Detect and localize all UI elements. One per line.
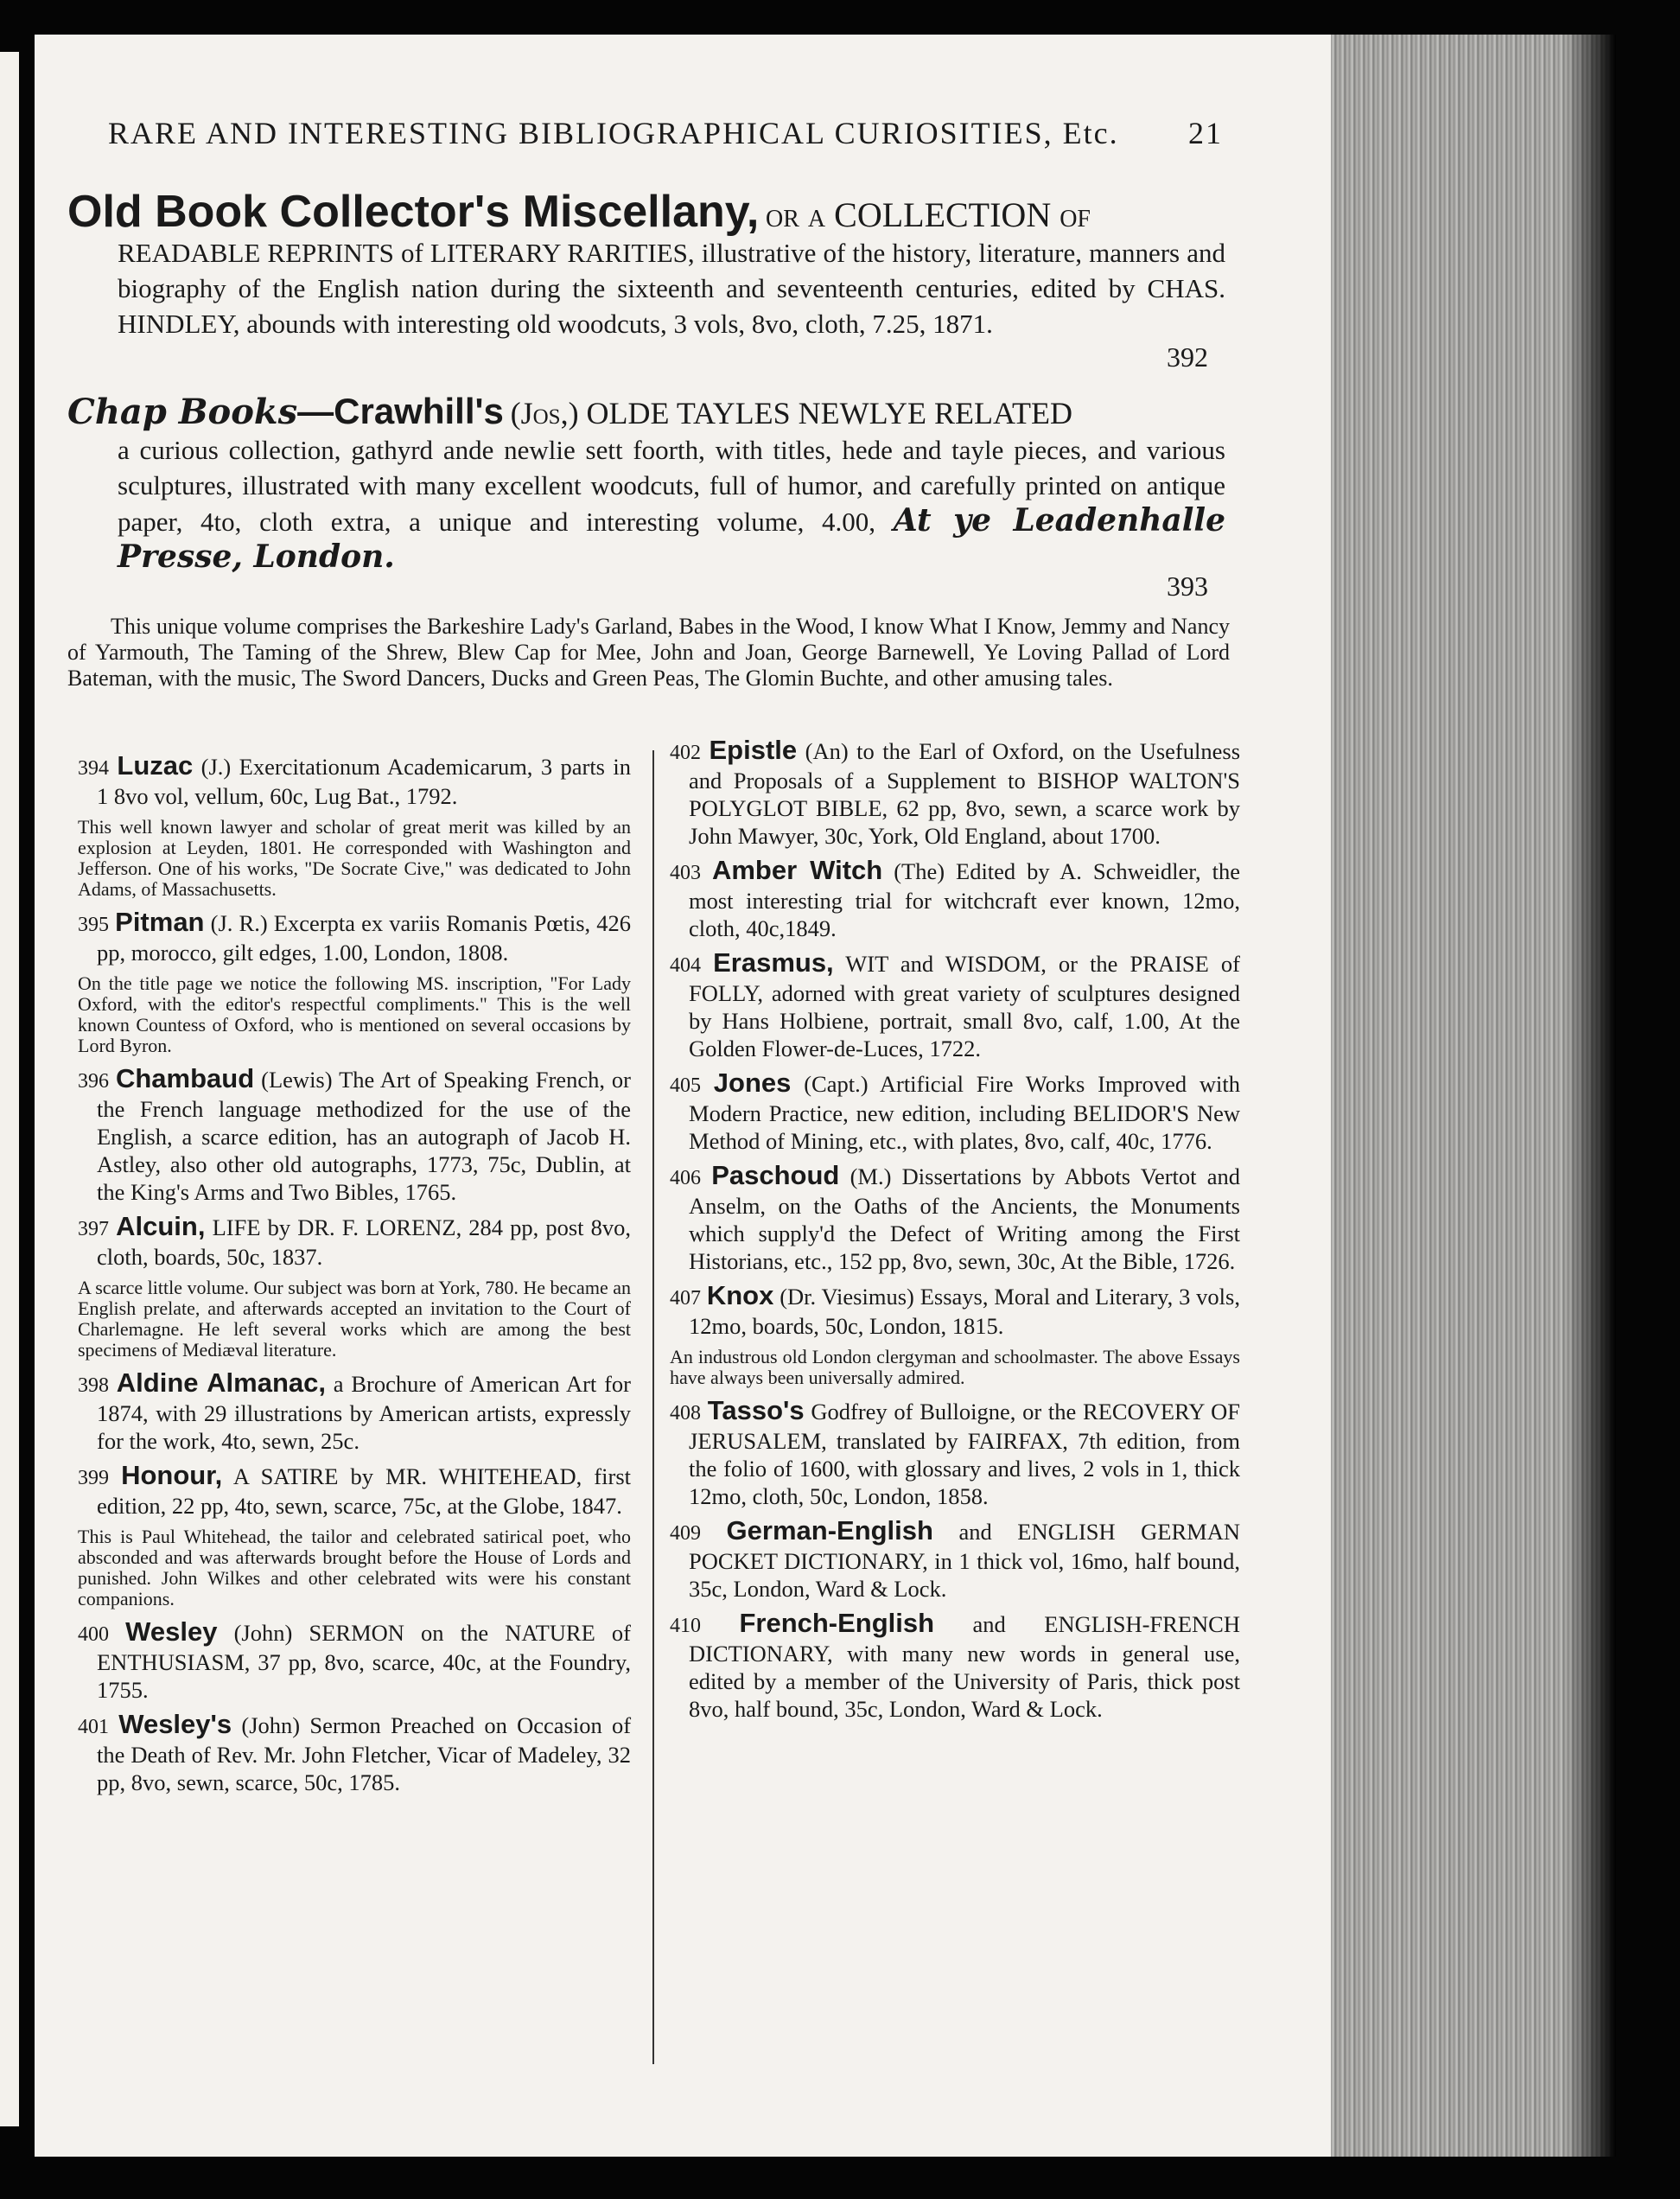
entry-name: German-English: [726, 1515, 933, 1546]
entry-name: Luzac: [117, 750, 194, 781]
entry-number: 393: [1167, 570, 1208, 602]
entry-note: On the title page we notice the following MS. inscription, "For Lady Oxford, with the editor's respectful compliments." This is the well known Countess of Oxford, who is mentioned on several occasions by Lord Byron.: [78, 972, 631, 1056]
entry-text: (An) to the Earl of Oxford, on the Usefulness and Proposals of a Supplement to BISHOP WALTON'S POLYGLOT BIBLE, 62 pp, 8vo, sewn, a scarce work by John Mawyer, 30c, York, Old England, about 1700.: [689, 738, 1241, 849]
entry-number: 402: [670, 742, 701, 764]
entry-text: a curious collection, gathyrd ande newlie sett foorth, with titles, hede and tayle pieces, and various sculptures, illustrated with many excellent woodcuts, full of humor, and carefully printed on antique paper, 4to, cloth extra, a unique and interesting volume, 4.00,: [118, 435, 1225, 537]
header-title: RARE AND INTERESTING BIBLIOGRAPHICAL CURIOSITIES, Etc.: [108, 116, 1119, 150]
entry-text: A SATIRE by MR. WHITEHEAD, first edition, 22 pp, 4to, sewn, scarce, 75c, at the Globe, 1847.: [97, 1463, 631, 1519]
entry-name: Knox: [706, 1280, 774, 1310]
entry-393-note: This unique volume comprises the Barkeshire Lady's Garland, Babes in the Wood, I know What I Know, Jemmy and Nancy of Yarmouth, The Taming of the Shrew, Blew Cap for Mee, John and Joan, George Barnewell, Ye Loving Pallad of Lord Bateman, with the music, The Sword Dancers, Ducks and Green Peas, The Glomin Buchte, and other amusing tales.: [67, 614, 1230, 691]
running-header: [108, 115, 1223, 151]
page-edges: [1331, 35, 1616, 2157]
list-item: [670, 1609, 1240, 1723]
list-item: [78, 1213, 631, 1271]
entry-number: 400: [78, 1623, 109, 1646]
list-item: [78, 1065, 631, 1206]
entry-heading-rest: (Jos,) OLDE TAYLES NEWLYE RELATED: [510, 396, 1073, 430]
entry-text: (Lewis) The Art of Speaking French, or the French language methodized for the use of the English, a scarce edition, has an autograph of Jacob H. Astley, also other old autographs, 1773, 75c, Dublin, at the King's Arms and Two Bibles, 1765.: [97, 1067, 632, 1205]
list-item: [78, 1369, 631, 1455]
entry-note: This well known lawyer and scholar of great merit was killed by an explosion at Leyden, 1801. He corresponded with Washington and Jefferson. One of his works, "De Socrate Cive," was dedicated to John Adams, of Massachusetts.: [78, 816, 631, 900]
entry-number: 392: [1167, 341, 1208, 373]
list-item: [670, 1162, 1240, 1275]
entry-name: Pitman: [115, 907, 205, 937]
entry-text: and ENGLISH GERMAN POCKET DICTIONARY, in 1 thick vol, 16mo, half bound, 35c, London, Ward & Lock.: [689, 1519, 1241, 1602]
entry-imprint: At ye Leadenhalle Presse, London.: [118, 502, 1225, 575]
entry-number: 408: [670, 1402, 701, 1425]
entry-name: Epistle: [709, 735, 798, 765]
entry-name: Jones: [713, 1068, 792, 1098]
page-number: 21: [1188, 116, 1223, 150]
entry-heading-rest: or a COLLECTION of: [766, 195, 1091, 234]
left-column: [78, 752, 631, 1803]
entry-number: 399: [78, 1467, 109, 1489]
entry-number: 395: [78, 914, 109, 936]
facing-page-edge: [0, 52, 19, 2126]
entry-name: French-English: [739, 1608, 935, 1638]
entry-text: WIT and WISDOM, or the PRAISE of FOLLY, adorned with great variety of sculptures designed by Hans Holbiene, portrait, small 8vo, calf, 1.00, At the Golden Flower-de-Luces, 1722.: [689, 951, 1240, 1061]
list-item: [670, 1282, 1240, 1340]
column-divider: [652, 750, 654, 2064]
list-item: [670, 736, 1240, 850]
entry-text: READABLE REPRINTS of LITERARY RARITIES, illustrative of the history, literature, manners and biography of the English nation during the sixteenth and seventeenth centuries, edited by CHAS. HINDLEY, abounds with interesting old woodcuts, 3 vols, 8vo, cloth, 7.25, 1871.: [118, 238, 1225, 339]
list-item: [670, 1069, 1240, 1155]
entry-text: Godfrey of Bulloigne, or the RECOVERY OF JERUSALEM, translated by FAIRFAX, 7th edition, from the folio of 1600, with glossary and lives, 2 vols in 1, thick 12mo, cloth, 50c, London, 1858.: [689, 1399, 1240, 1509]
entry-number: 409: [670, 1522, 701, 1545]
list-item: [78, 1711, 631, 1796]
entry-number: 401: [78, 1716, 109, 1738]
entry-heading: —Crawhill's: [297, 391, 504, 431]
entry-note: A scarce little volume. Our subject was born at York, 780. He became an English prelate, and afterwards accepted an invitation to the Court of Charlemagne. He left several works which are among the best specimens of Mediæval literature.: [78, 1277, 631, 1361]
entry-number: 403: [670, 862, 701, 884]
entry-text: (J. R.) Excerpta ex variis Romanis Pœtis, 426 pp, morocco, gilt edges, 1.00, London, 1808.: [97, 910, 632, 966]
list-item: [78, 752, 631, 810]
entry-393: [67, 393, 1225, 576]
entry-name: Paschoud: [711, 1160, 840, 1190]
entry-number: 394: [78, 757, 109, 780]
entry-note: This is Paul Whitehead, the tailor and celebrated satirical poet, who absconded and was afterwards brought before the House of Lords and punished. John Wilkes and other celebrated wits were his constant companions.: [78, 1526, 631, 1609]
entry-number: 405: [670, 1074, 701, 1097]
entry-name: Alcuin,: [116, 1211, 206, 1241]
entry-text: (Dr. Viesimus) Essays, Moral and Literary, 3 vols, 12mo, boards, 50c, London, 1815.: [689, 1284, 1240, 1339]
entry-name: Aldine Almanac,: [116, 1367, 326, 1398]
entry-number: 397: [78, 1218, 109, 1240]
list-item: [78, 1618, 631, 1704]
entry-note: An industrous old London clergyman and schoolmaster. The above Essays have always been universally admired.: [670, 1346, 1240, 1388]
entry-name: Wesley's: [118, 1709, 232, 1739]
list-item: [670, 949, 1240, 1062]
list-item: [78, 908, 631, 966]
entry-heading-blackletter: Chap Books: [67, 392, 298, 432]
entry-text: (M.) Dissertations by Abbots Vertot and Anselm, on the Oaths of the Ancients, the Monuments which supply'd the Defect of Writing among the First Historians, etc., 152 pp, 8vo, sewn, 30c, At the Bible, 1726.: [689, 1163, 1241, 1274]
entry-text: a Brochure of American Art for 1874, with 29 illustrations by American artists, expressly for the work, 4to, sewn, 25c.: [97, 1371, 631, 1454]
list-item: [78, 1462, 631, 1520]
entry-text: (The) Edited by A. Schweidler, the most interesting trial for witchcraft ever known, 12mo, cloth, 40c,1849.: [689, 858, 1240, 941]
entry-text: (John) SERMON on the NATURE of ENTHUSIASM, 37 pp, 8vo, scarce, 40c, at the Foundry, 1755.: [97, 1620, 631, 1703]
entry-392: [67, 187, 1225, 341]
entry-number: 396: [78, 1070, 109, 1093]
entry-text: and ENGLISH-FRENCH DICTIONARY, with many new words in general use, edited by a member of the University of Paris, thick post 8vo, half bound, 35c, London, Ward & Lock.: [689, 1611, 1240, 1722]
entry-number: 404: [670, 954, 701, 977]
entry-number: 398: [78, 1374, 109, 1397]
entry-text: (John) Sermon Preached on Occasion of the Death of Rev. Mr. John Fletcher, Vicar of Madeley, 32 pp, 8vo, sewn, scarce, 50c, 1785.: [97, 1712, 632, 1795]
entry-name: Erasmus,: [713, 947, 834, 978]
list-item: [670, 1517, 1240, 1603]
list-item: [670, 1397, 1240, 1510]
entry-name: Chambaud: [115, 1063, 255, 1093]
entry-number: 410: [670, 1615, 701, 1637]
list-item: [670, 857, 1240, 942]
right-column: [670, 736, 1240, 1730]
entry-name: Tasso's: [707, 1395, 805, 1425]
entry-name: Honour,: [121, 1460, 223, 1490]
entry-name: Amber Witch: [711, 855, 883, 885]
entry-name: Wesley: [125, 1616, 218, 1647]
entry-text: LIFE by DR. F. LORENZ, 284 pp, post 8vo, cloth, boards, 50c, 1837.: [97, 1214, 632, 1270]
entry-number: 407: [670, 1287, 701, 1310]
entry-number: 406: [670, 1167, 701, 1189]
entry-text: (Capt.) Artificial Fire Works Improved with Modern Practice, new edition, including BELIDOR'S New Method of Mining, etc., with plates, 8vo, calf, 40c, 1776.: [689, 1071, 1241, 1154]
entry-heading: Old Book Collector's Miscellany,: [67, 187, 760, 237]
entry-text: (J.) Exercitationum Academicarum, 3 parts in 1 8vo vol, vellum, 60c, Lug Bat., 1792.: [97, 754, 632, 809]
